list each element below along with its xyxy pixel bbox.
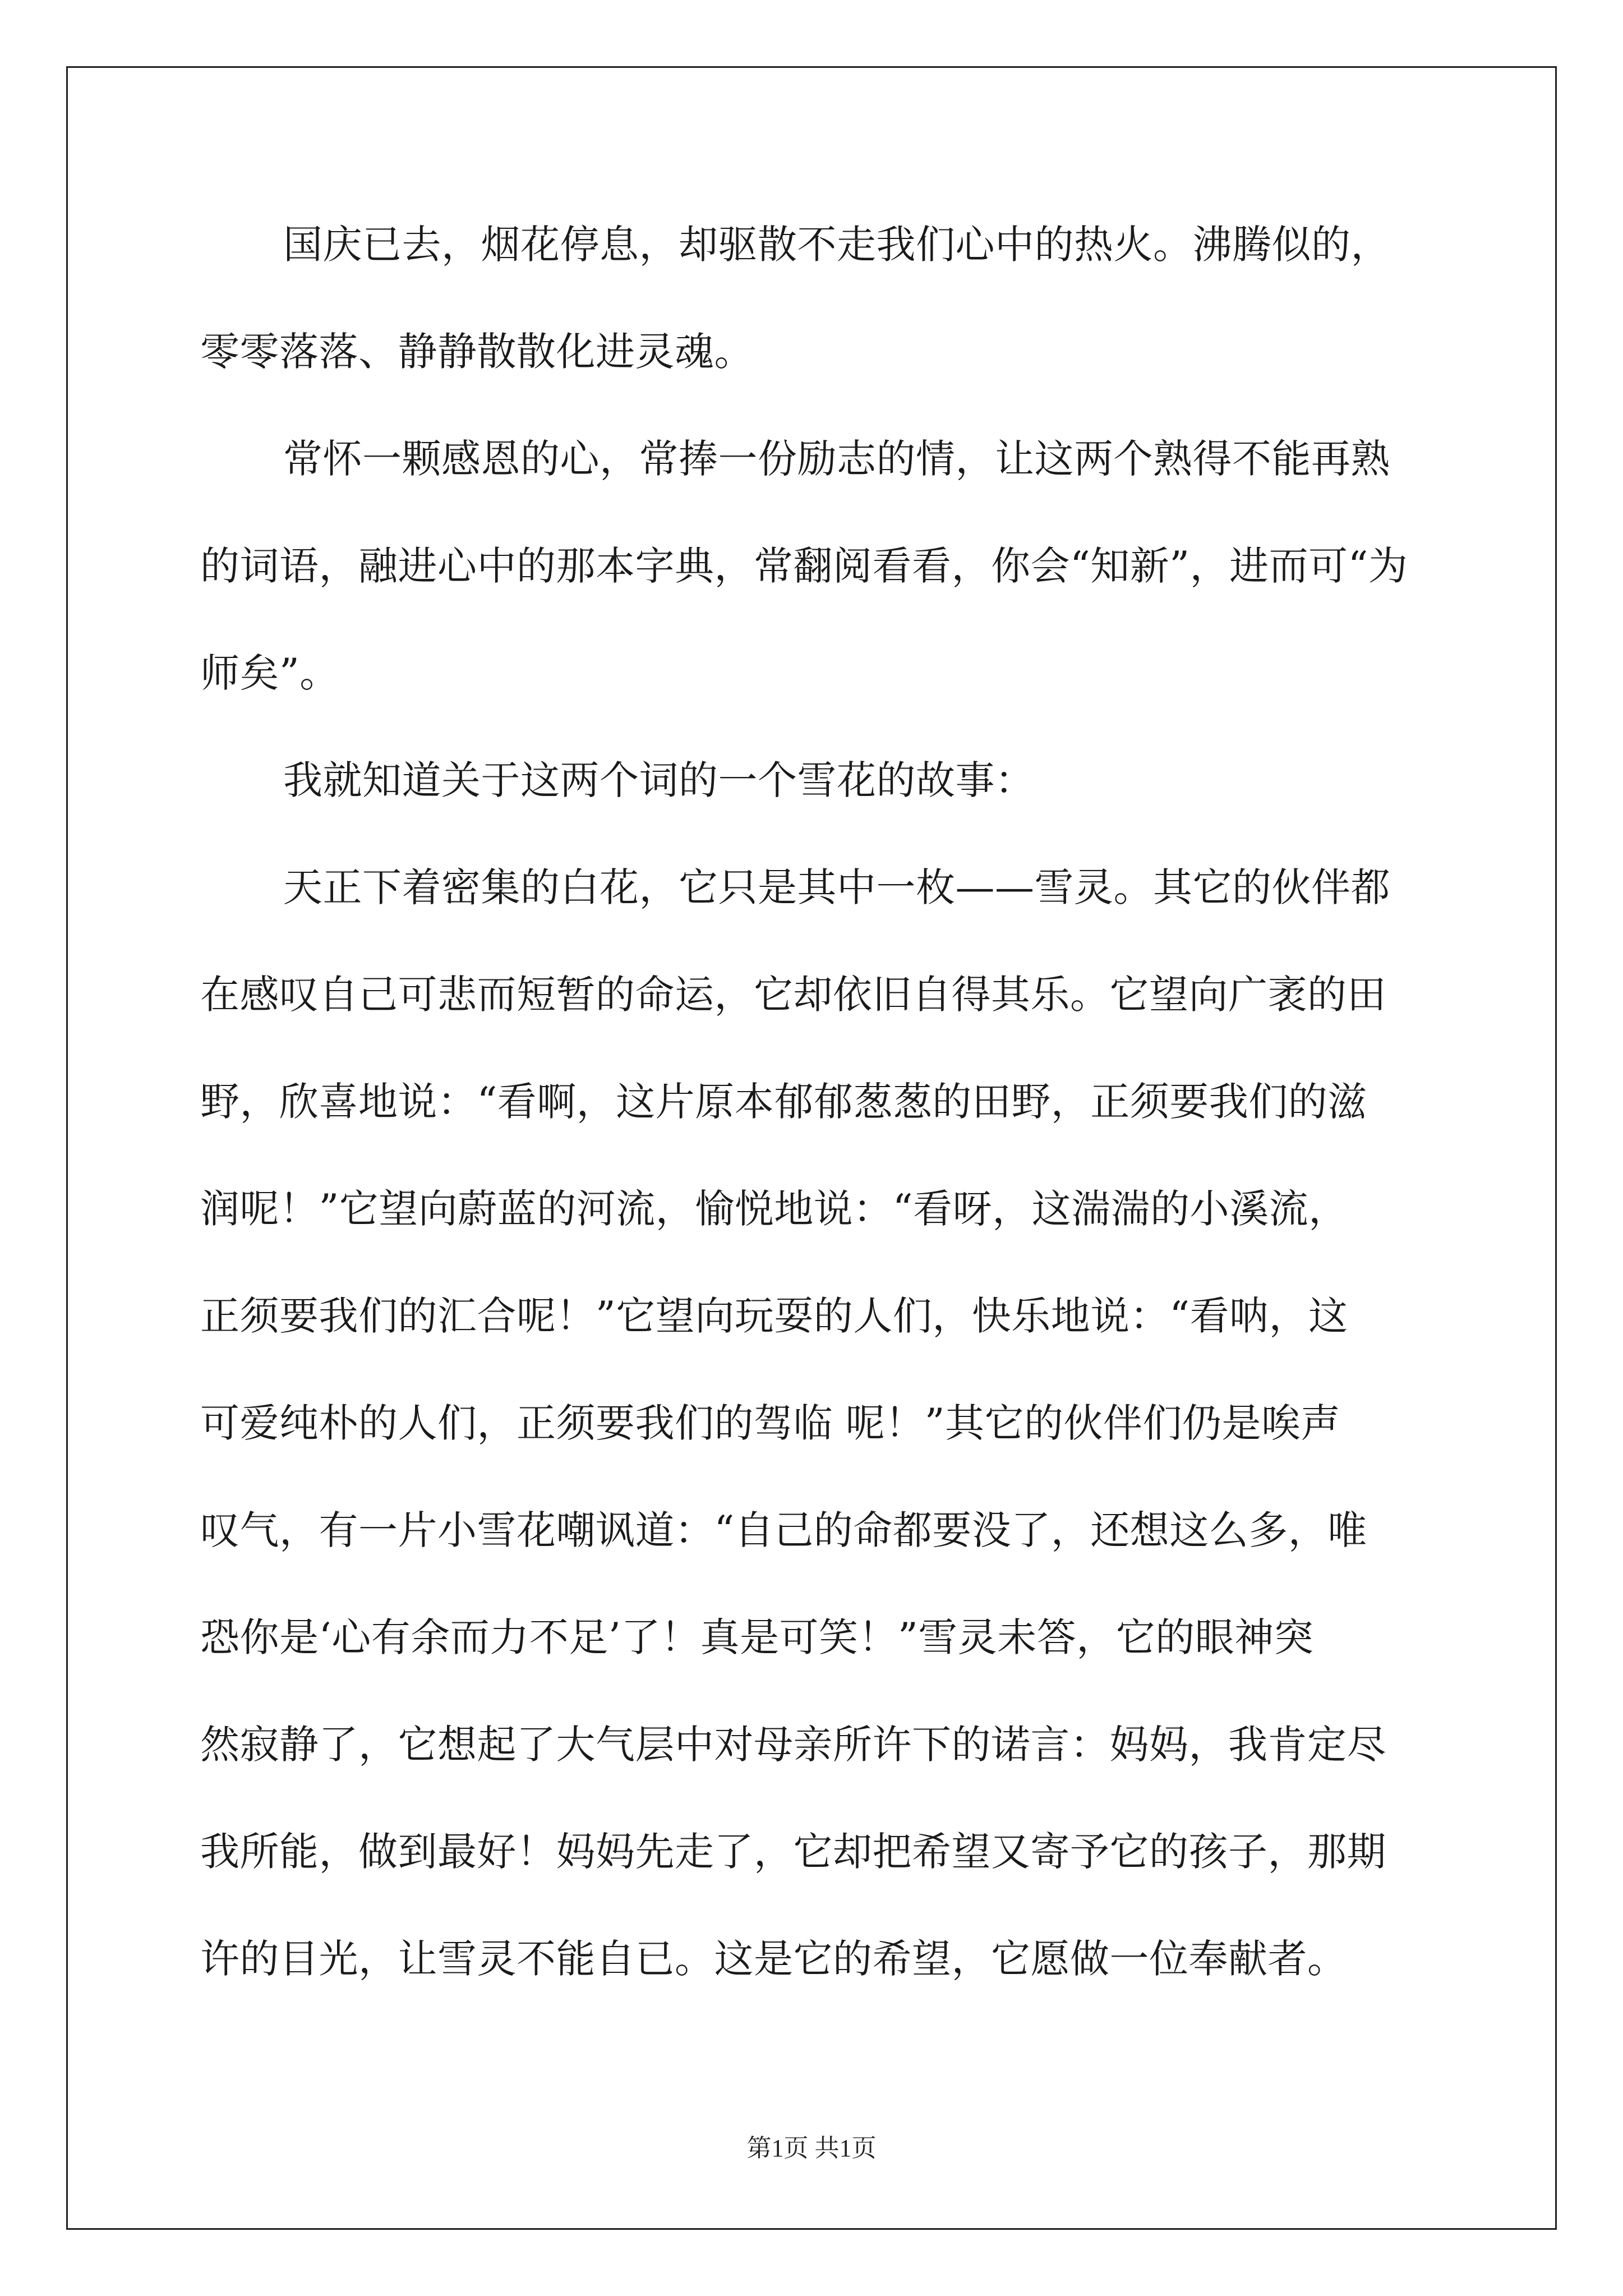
paragraph-1-line-2: 零零落落、静静散散化进灵魂。	[200, 329, 754, 375]
paragraph-4-line-9: 然寂静了，它想起了大气层中对母亲所许下的诺言：妈妈，我肯定尽	[200, 1722, 1386, 1768]
paragraph-4-line-7: 叹气，有一片小雪花嘲讽道：“自己的命都要没了，还想这么多，唯	[200, 1507, 1367, 1553]
page-number-footer: 第1页 共1页	[746, 2134, 877, 2162]
paragraph-1-line-1: 国庆已去，烟花停息，却驱散不走我们心中的热火。沸腾似的，	[283, 222, 1390, 268]
page-border	[66, 66, 1557, 2230]
paragraph-3-line-1: 我就知道关于这两个词的一个雪花的故事：	[283, 757, 1035, 803]
paragraph-4-line-1: 天正下着密集的白花，它只是其中一枚——雪灵。其它的伙伴都	[283, 864, 1390, 910]
paragraph-4-line-5: 正须要我们的汇合呢！”它望向玩耍的人们，快乐地说：“看呐，这	[200, 1293, 1348, 1339]
paragraph-2-line-1: 常怀一颗感恩的心，常捧一份励志的情，让这两个熟得不能再熟	[283, 436, 1390, 482]
paragraph-2-line-3: 师矣”。	[200, 650, 339, 696]
paragraph-4-line-2: 在感叹自己可悲而短暂的命运，它却依旧自得其乐。它望向广袤的田	[200, 972, 1386, 1018]
paragraph-2-line-2: 的词语，融进心中的那本字典，常翻阅看看，你会“知新”，进而可“为	[200, 543, 1408, 589]
paragraph-4-line-8: 恐你是‘心有余而力不足’了！真是可笑！”雪灵未答，它的眼神突	[200, 1614, 1314, 1660]
paragraph-4-line-6: 可爱纯朴的人们，正须要我们的驾临 呢！”其它的伙伴们仍是唉声	[200, 1400, 1341, 1446]
paragraph-4-line-3: 野，欣喜地说：“看啊，这片原本郁郁葱葱的田野，正须要我们的滋	[200, 1079, 1367, 1125]
paragraph-4-line-10: 我所能，做到最好！妈妈先走了，它却把希望又寄予它的孩子，那期	[200, 1829, 1386, 1875]
paragraph-4-line-11: 许的目光，让雪灵不能自已。这是它的希望，它愿做一位奉献者。	[200, 1936, 1347, 1982]
paragraph-4-line-4: 润呢！”它望向蔚蓝的河流，愉悦地说：“看呀，这湍湍的小溪流，	[200, 1186, 1348, 1232]
